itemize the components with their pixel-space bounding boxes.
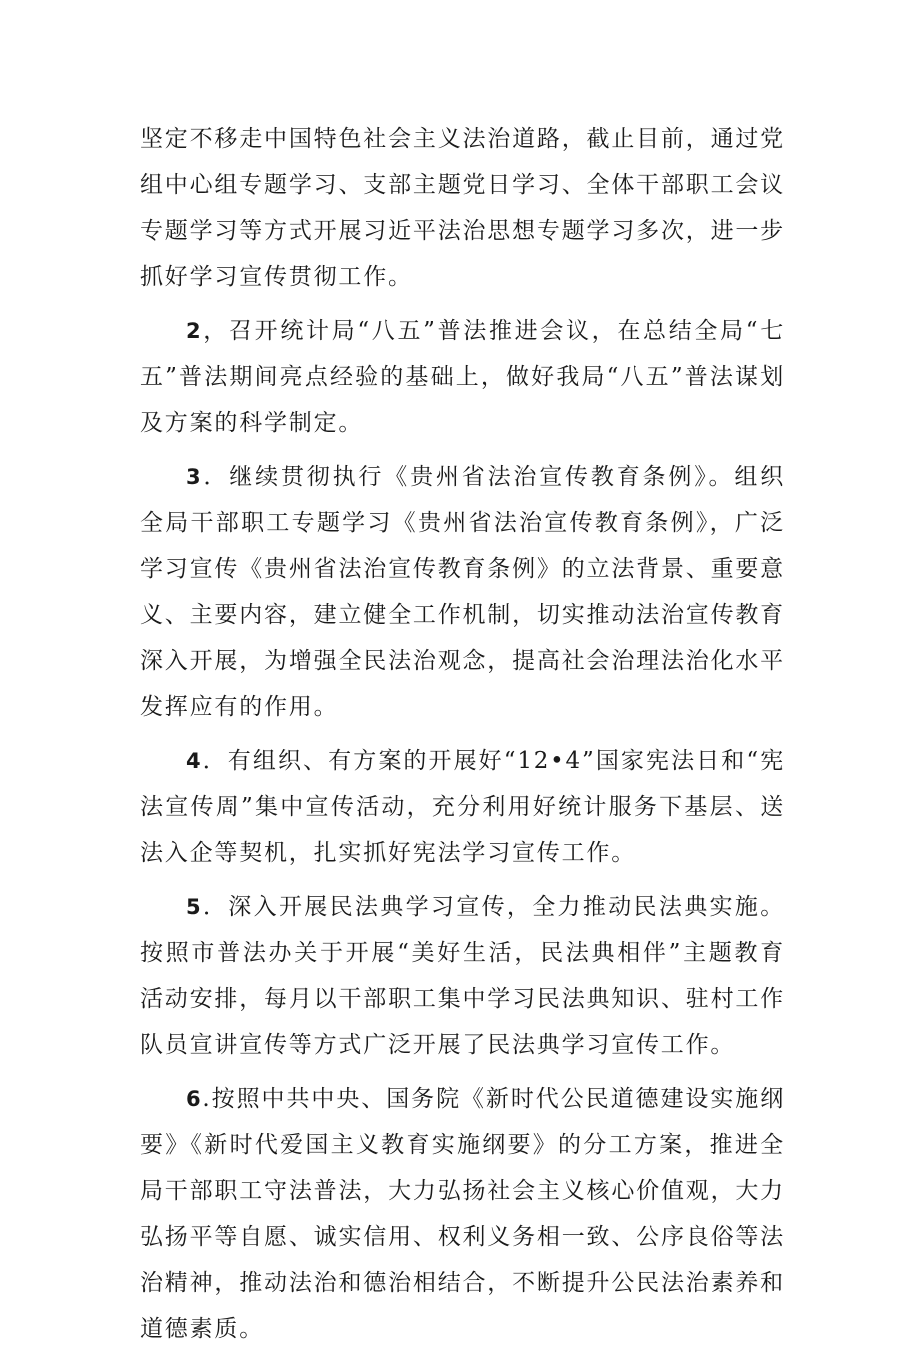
document-body bbox=[140, 116, 785, 1360]
paragraph-text: ．深入开展民法典学习宣传，全力推动民法典实施。按照市普法办关于开展“美好生活，民法典相伴”主题教育活动安排，每月以干部职工集中学习民法典知识、驻村工作队员宣讲宣传等方式广泛开展了民法典学习宣传工作。 bbox=[140, 894, 785, 1058]
paragraph-text: ．有组织、有方案的开展好“12•4”国家宪法日和“宪法宣传周”集中宣传活动，充分利用好统计服务下基层、送法入企等契机，扎实抓好宪法学习宣传工作。 bbox=[140, 748, 785, 866]
paragraph-continuation bbox=[140, 116, 785, 300]
item-number: 3 bbox=[186, 465, 203, 489]
item-number: 2 bbox=[186, 319, 203, 343]
paragraph-text: ，召开统计局“八五”普法推进会议，在总结全局“七五”普法期间亮点经验的基础上，做好我局“八五”普法谋划及方案的科学制定。 bbox=[140, 318, 785, 436]
item-number: 4 bbox=[186, 749, 203, 773]
paragraph-text: ．继续贯彻执行《贵州省法治宣传教育条例》。组织全局干部职工专题学习《贵州省法治宣传教育条例》，广泛学习宣传《贵州省法治宣传教育条例》的立法背景、重要意义、主要内容，建立健全工作机制，切实推动法治宣传教育深入开展，为增强全民法治观念，提高社会治理法治化水平发挥应有的作用。 bbox=[140, 464, 785, 720]
paragraph-text: 坚定不移走中国特色社会主义法治道路，截止目前，通过党组中心组专题学习、支部主题党日学习、全体干部职工会议专题学习等方式开展习近平法治思想专题学习多次，进一步抓好学习宣传贯彻工作。 bbox=[140, 126, 785, 290]
paragraph-item-2 bbox=[140, 308, 785, 446]
paragraph-item-3 bbox=[140, 454, 785, 730]
paragraph-item-4 bbox=[140, 738, 785, 876]
paragraph-item-6 bbox=[140, 1076, 785, 1352]
paragraph-text: .按照中共中央、国务院《新时代公民道德建设实施纲要》《新时代爱国主义教育实施纲要》的分工方案，推进全局干部职工守法普法，大力弘扬社会主义核心价值观，大力弘扬平等自愿、诚实信用、权利义务相一致、公序良俗等法治精神，推动法治和德治相结合，不断提升公民法治素养和道德素质。 bbox=[140, 1086, 785, 1342]
item-number: 6 bbox=[186, 1087, 203, 1111]
item-number: 5 bbox=[186, 895, 203, 919]
paragraph-item-5 bbox=[140, 884, 785, 1068]
